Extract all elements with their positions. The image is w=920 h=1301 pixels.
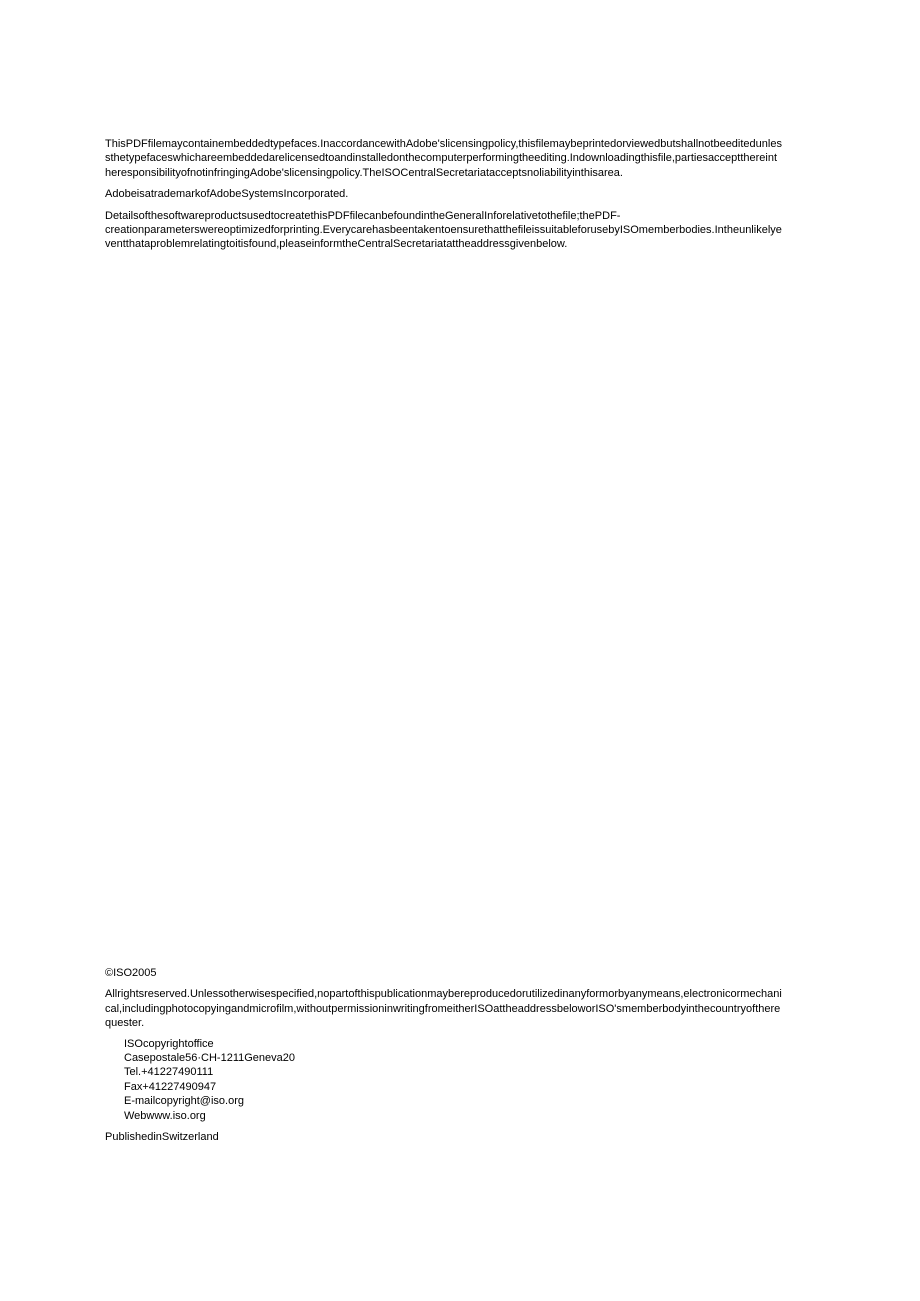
copyright-office-address [124, 1037, 870, 1123]
text-line: creationparameterswereoptimizedforprinting.EverycarehasbeentakentoensurethatthefileissuitableforusebyISOmemberbodies.Intheunlikelye [105, 224, 782, 237]
office-name: ISOcopyrightoffice [124, 1037, 214, 1050]
typeface-notice-paragraph [105, 137, 870, 180]
postal-address: Casepostale56·CH-1211Geneva20 [124, 1052, 296, 1065]
rights-reserved-paragraph [105, 987, 870, 1030]
trademark-paragraph [105, 187, 870, 201]
software-details-paragraph [105, 209, 870, 252]
text-line: AdobeisatrademarkofAdobeSystemsIncorporated. [105, 188, 349, 201]
text-line: ventthataproblemrelatingtoitisfound,pleaseinformtheCentralSecretariatattheaddressgivenbelow. [105, 238, 568, 251]
copyright-section [105, 966, 870, 1144]
published-location: PublishedinSwitzerland [105, 1131, 219, 1144]
text-line: ThisPDFfilemaycontainembeddedtypefaces.InaccordancewithAdobe'slicensingpolicy,thisfilemaybeprintedorviewedbutshallnotbeeditedunles [105, 138, 782, 150]
text-line: DetailsofthesoftwareproductsusedtocreatethisPDFfilecanbefoundintheGeneralInforelativetothefile;thePDF- [105, 209, 621, 222]
text-line: Allrightsreserved.Unlessotherwisespecified,nopartofthispublicationmaybereproducedorutilizedinanyformorbyanymeans,electronicormechani [105, 988, 782, 1001]
website: Webwww.iso.org [124, 1109, 206, 1122]
text-line: sthetypefaceswhichareembeddedarelicensedtoandinstalledonthecomputerperformingtheediting.Indownloadingthisfile,partiesacceptthereint [105, 152, 778, 165]
pdf-notice [105, 137, 870, 252]
telephone: Tel.+41227490111 [124, 1066, 214, 1079]
copyright-year: ©ISO2005 [105, 967, 157, 979]
text-line: cal,includingphotocopyingandmicrofilm,withoutpermissioninwritingfromeitherISOattheaddressbeloworISO'smemberbodyinthecountryofthere [105, 1002, 781, 1015]
text-line: heresponsibilityofnotinfringingAdobe'slicensingpolicy.TheISOCentralSecretariatacceptsnoliabilityinthisarea. [105, 166, 623, 179]
email: E-mailcopyright@iso.org [124, 1095, 244, 1108]
text-line: quester. [105, 1017, 145, 1030]
fax: Fax+41227490947 [124, 1080, 217, 1093]
